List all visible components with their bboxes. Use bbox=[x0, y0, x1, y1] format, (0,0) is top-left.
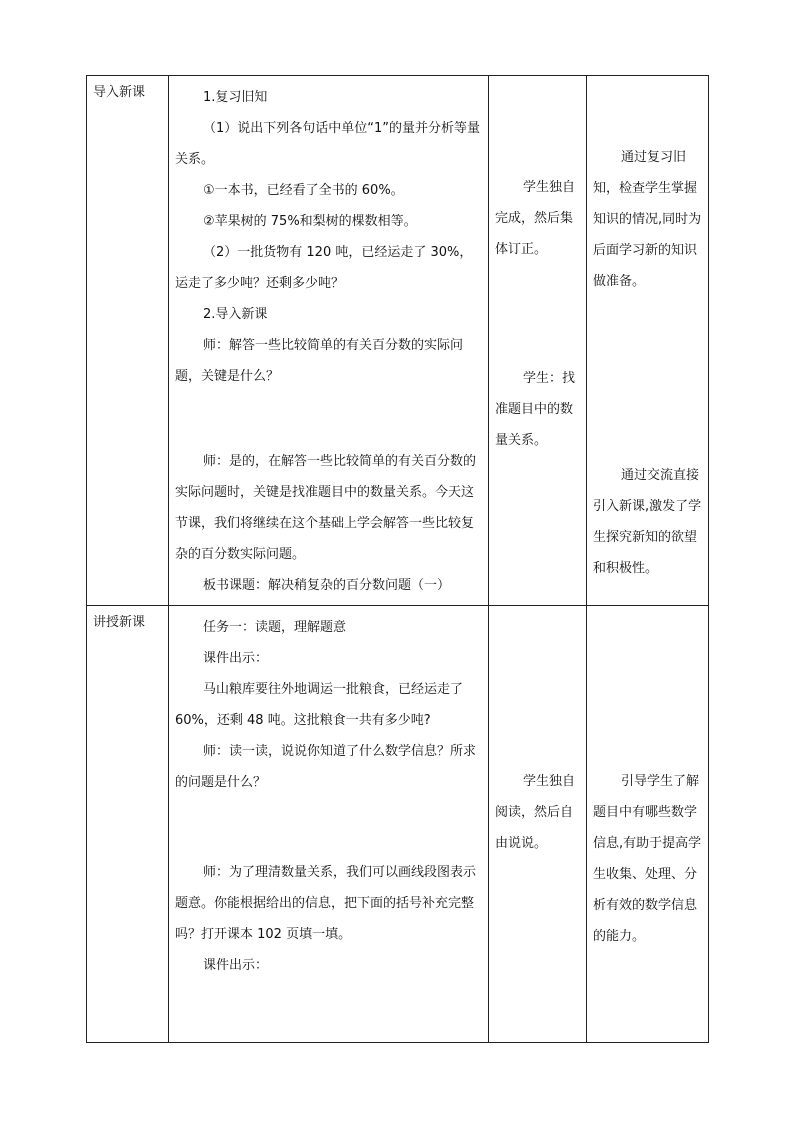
table-row bbox=[87, 606, 709, 1043]
table-row bbox=[87, 76, 709, 606]
paragraph: 师：读一读，说说你知道了什么数学信息？所求的问题是什么？ bbox=[175, 744, 477, 790]
student-activity-text: 学生：找准题目中的数量关系。 bbox=[495, 371, 576, 448]
paragraph: ②苹果树的 75%和梨树的棵数相等。 bbox=[203, 214, 417, 229]
paragraph: 任务一：读题，理解题意 bbox=[203, 620, 347, 635]
design-intent-text: 通过复习旧知，检查学生掌握知识的情况,同时为后面学习新的知识做准备。 bbox=[593, 150, 702, 289]
paragraph: （1）说出下列各句话中单位“1”的量并分析等量关系。 bbox=[175, 121, 481, 167]
student-activity-cell bbox=[489, 606, 587, 1043]
content-cell bbox=[169, 76, 489, 606]
paragraph: 马山粮库要往外地调运一批粮食，已经运走了 60%，还剩 48 吨。这批粮食一共有多少吨? bbox=[175, 682, 464, 728]
paragraph: 师：解答一些比较简单的有关百分数的实际问题，关键是什么？ bbox=[175, 338, 464, 384]
paragraph: ①一本书，已经看了全书的 60%。 bbox=[203, 183, 404, 198]
paragraph: 1.复习旧知 bbox=[203, 90, 268, 105]
stage-label: 导入新课 bbox=[93, 85, 146, 100]
paragraph: 2.导入新课 bbox=[203, 307, 268, 322]
stage-cell bbox=[87, 76, 169, 606]
lesson-plan-table bbox=[86, 75, 709, 1043]
paragraph: 课件出示： bbox=[203, 651, 269, 666]
design-intent-cell bbox=[587, 606, 709, 1043]
student-activity-cell bbox=[489, 76, 587, 606]
student-activity-text: 学生独自阅读，然后自由说说。 bbox=[495, 774, 576, 851]
design-intent-cell bbox=[587, 76, 709, 606]
paragraph: 课件出示： bbox=[203, 958, 269, 973]
content-cell bbox=[169, 606, 489, 1043]
paragraph: 师：为了理清数量关系，我们可以画线段图表示题意。你能根据给出的信息，把下面的括号补充完整吗？打开课本 102 页填一填。 bbox=[175, 865, 477, 942]
paragraph: 师：是的，在解答一些比较简单的有关百分数的实际问题时，关键是找准题目中的数量关系。今天这节课，我们将继续在这个基础上学会解答一些比较复杂的百分数实际问题。 bbox=[175, 454, 477, 562]
design-intent-text: 引导学生了解题目中有哪些数学信息,有助于提高学生收集、处理、分析有效的数学信息的能力。 bbox=[593, 774, 702, 944]
design-intent-text: 通过交流直接引入新课,激发了学生探究新知的欲望和积极性。 bbox=[593, 468, 702, 576]
stage-label: 讲授新课 bbox=[93, 615, 146, 630]
stage-cell bbox=[87, 606, 169, 1043]
paragraph: 板书课题：解决稍复杂的百分数问题（一） bbox=[203, 578, 451, 593]
student-activity-text: 学生独自完成，然后集体订正。 bbox=[495, 180, 576, 257]
paragraph: （2）一批货物有 120 吨，已经运走了 30%，运走了多少吨？还剩多少吨？ bbox=[175, 245, 473, 291]
